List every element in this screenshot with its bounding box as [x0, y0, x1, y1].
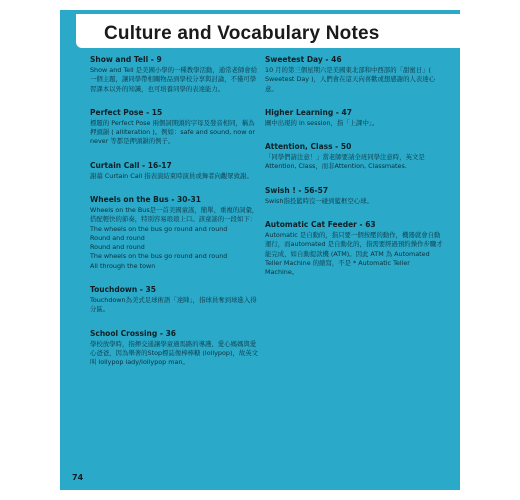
note-entry: [90, 285, 260, 315]
note-heading: Touchdown - 35: [90, 284, 156, 294]
note-body: 學校放學時，指揮交通讓學童過馬路的導護、愛心媽媽與愛心爸爸，因為舉著的Stop標誌像棒棒糖 (lollypop)，故英文叫 lollypop lady/lollypop man。: [90, 339, 259, 367]
lyric-line: The wheels on the bus go round and round: [90, 224, 228, 233]
note-heading: Automatic Cat Feeder - 63: [265, 219, 376, 229]
note-body: Show and Tell 是美國小學的一種教學活動，通常老師會給一個主題，讓同學帶相關物品到學校分享與討論，不僅可學習課本以外的知識，也可培養同學的表達能力。: [90, 66, 258, 93]
note-body: Automatic 是自動的，指只要一個按壓的動作，機器就會自動運行，而automated 是自動化的，指需要經過預約操作步驟才能完成，如自動提款機 (ATM)。因此 ATM 為 Automated Teller Machine 的縮寫，不是 * Automatic Teller Machine。: [265, 230, 443, 277]
note-entry: [90, 108, 260, 147]
note-heading: Higher Learning - 47: [265, 107, 352, 117]
note-heading: Curtain Call - 16-17: [90, 160, 172, 170]
note-entry: [90, 195, 260, 271]
note-body: Swish指投籃時沒一碰到籃框空心球。: [265, 196, 373, 205]
note-body: 圖中出現的 in session，指「上課中」。: [265, 118, 379, 127]
lyric-line: The wheels on the bus go round and round: [90, 252, 228, 261]
left-column: [90, 55, 260, 381]
note-body: 標題的 Perfect Pose 兩個詞開頭的字母及發音相同，稱為押頭韻 ( alliteration )。例如：safe and sound, now or never 等都是押頭韻的例子。: [90, 118, 256, 146]
note-entry: [265, 220, 445, 277]
note-heading: Swish ! - 56-57: [265, 185, 329, 195]
note-body: 「同學們請注意！」當老師要請全班同學注意時，英文是Attention, Class，而非Attention, Classmates.: [265, 153, 425, 171]
note-heading: Perfect Pose - 15: [90, 107, 163, 117]
note-heading: Sweetest Day - 46: [265, 55, 342, 64]
note-heading: Attention, Class - 50: [265, 142, 352, 152]
title-banner: [76, 14, 460, 48]
note-entry: [90, 161, 260, 181]
lyric-line: Round and round: [90, 243, 145, 252]
page-number: 74: [72, 473, 84, 482]
note-entry: [265, 142, 445, 172]
note-heading: School Crossing - 36: [90, 328, 177, 338]
book-page: [60, 10, 460, 490]
note-body: Touchdown為美式足球術語「達陣」，指球員奪到球進入得分區。: [90, 295, 257, 314]
note-body: 謝幕 Curtain Call 指表演結束時演員或舞者向觀眾致謝。: [90, 171, 253, 180]
lyric-line: Round and round: [90, 233, 145, 242]
note-entry: [265, 108, 445, 128]
note-entry: [265, 186, 445, 206]
note-entry: [90, 329, 260, 368]
note-heading: Wheels on the Bus - 30-31: [90, 194, 201, 204]
lyric-line: All through the town: [90, 261, 156, 270]
right-column: [265, 55, 445, 291]
note-entry: [265, 55, 445, 94]
note-entry: [90, 55, 260, 94]
note-body: Wheels on the Bus是一首美國童謠，簡單、重複的詞彙，搭配輕快的節奏，特別容易琅琅上口。該童謠的一段如下：: [90, 205, 259, 224]
note-body: 10 月的第三個星期六是美國東北部和中西部的「甜蜜日」( Sweetest Day )，人們會在這天向喜歡或想感謝的人表達心意。: [265, 66, 436, 93]
note-heading: Show and Tell - 9: [90, 55, 162, 64]
page-title: Culture and Vocabulary Notes: [104, 23, 380, 44]
